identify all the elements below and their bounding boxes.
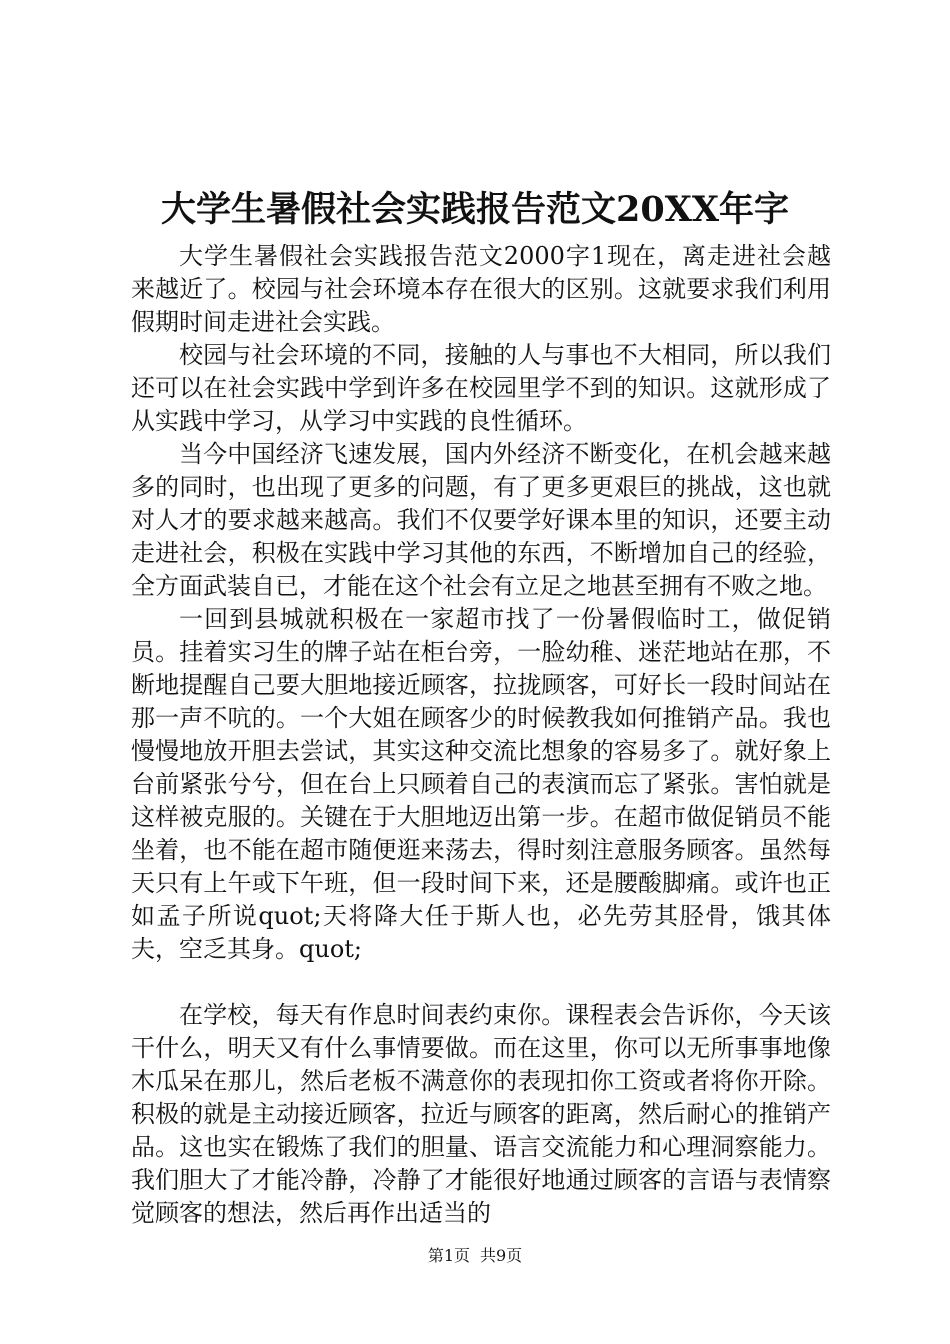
document-title: 大学生暑假社会实践报告范文20XX年字 bbox=[160, 189, 790, 230]
page-number-total: 共9页 bbox=[480, 1246, 523, 1265]
page-number-current: 第1页 bbox=[427, 1246, 470, 1265]
page-footer bbox=[0, 1245, 950, 1267]
paragraph: 当今中国经济飞速发展，国内外经济不断变化，在机会越来越多的同时，也出现了更多的问题，有了更多更艰巨的挑战，这也就对人才的要求越来越高。我们不仅要学好课本里的知识，还要主动走进社会，积极在实践中学习其他的东西，不断增加自己的经验，全方面武装自已，才能在这个社会有立足之地甚至拥有不败之地。 bbox=[131, 440, 831, 600]
paragraph-gap bbox=[131, 966, 831, 999]
paragraph: 一回到县城就积极在一家超市找了一份暑假临时工，做促销员。挂着实习生的牌子站在柜台旁，一脸幼稚、迷茫地站在那，不断地提醒自己要大胆地接近顾客，拉拢顾客，可好长一段时间站在那一声不吭的。一个大姐在顾客少的时候教我如何推销产品。我也慢慢地放开胆去尝试，其实这种交流比想象的容易多了。就好象上台前紧张兮兮，但在台上只顾着自己的表演而忘了紧张。害怕就是这样被克服的。关键在于大胆地迈出第一步。在超市做促销员不能坐着，也不能在超市随便逛来荡去，得时刻注意服务顾客。虽然每天只有上午或下午班，但一段时间下来，还是腰酸脚痛。或许也正如孟子所说quot;天将降大任于斯人也，必先劳其胫骨，饿其体夫，空乏其身。quot; bbox=[131, 605, 831, 963]
paragraph: 校园与社会环境的不同，接触的人与事也不大相同，所以我们还可以在社会实践中学到许多在校园里学不到的知识。这就形成了从实践中学习，从学习中实践的良性循环。 bbox=[131, 341, 831, 435]
document-body bbox=[131, 240, 831, 1230]
paragraph: 大学生暑假社会实践报告范文2000字1现在，离走进社会越来越近了。校园与社会环境本存在很大的区别。这就要求我们利用假期时间走进社会实践。 bbox=[131, 242, 831, 336]
paragraph: 在学校，每天有作息时间表约束你。课程表会告诉你，今天该干什么，明天又有什么事情要做。而在这里，你可以无所事事地像木瓜呆在那儿，然后老板不满意你的表现扣你工资或者将你开除。积极的就是主动接近顾客，拉近与顾客的距离，然后耐心的推销产品。这也实在锻炼了我们的胆量、语言交流能力和心理洞察能力。我们胆大了才能冷静，冷静了才能很好地通过顾客的言语与表情察觉顾客的想法，然后再作出适当的 bbox=[131, 1001, 831, 1227]
